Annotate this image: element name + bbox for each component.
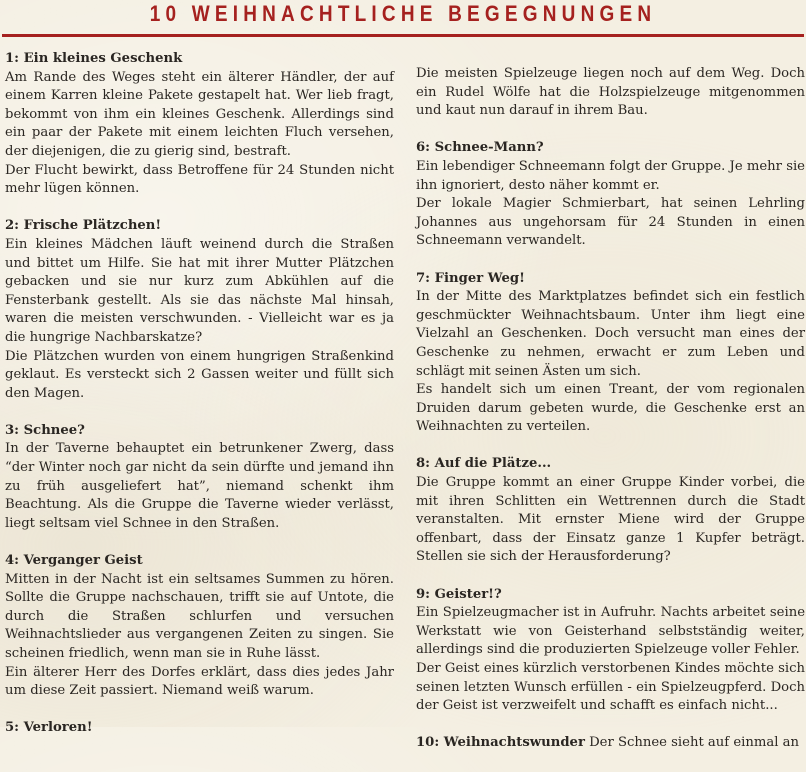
page-title: 10 WEIHNACHTLICHE BEGEGNUNGEN [149,2,657,28]
left-column [5,50,394,757]
encounter-9 [416,586,805,716]
page-header [0,0,806,36]
encounter-heading: 6: Schnee-Mann? [416,140,544,156]
encounter-heading: 4: Verganger Geist [5,553,143,569]
encounter-1 [5,50,394,199]
encounter-text [416,734,805,753]
encounter-solution: Es handelt sich um einen Treant, der vom regionalen Druiden darum gebeten wurde, die Geschenke erst an Weihnachten zu verteilen. [416,382,805,435]
encounter-5-continued [416,65,805,121]
encounter-heading: 7: Finger Weg! [416,270,525,286]
encounter-solution: Der lokale Magier Schmierbart, hat seinen Lehrling Johannes aus ungehorsam für 24 Stunden in einen Schneemann verwandelt. [416,196,805,249]
encounter-heading: 9: Geister!? [416,586,502,602]
encounter-heading: 1: Ein kleines Geschenk [5,51,183,66]
encounter-heading: 5: Verloren! [5,720,93,736]
encounter-solution: Die Plätzchen wurden von einem hungrigen Straßenkind geklaut. Es versteckt sich 2 Gassen weiter und füllt sich den Magen. [5,348,394,401]
title-divider [2,34,804,37]
encounter-heading: 8: Auf die Plätze... [416,456,552,472]
encounter-solution: Der Geist eines kürzlich verstorbenen Kindes möchte sich seinen letzten Wunsch erfüllen - ein Spielzeugpferd. Doch der Geist ist verzweifelt und schafft es einfach nicht... [416,661,805,714]
encounter-text: In der Mitte des Marktplatzes befindet sich ein festlich geschmückter Weihnachtsbaum. Unter ihm liegt eine Vielzahl an Geschenken. Doch versucht man eines der Geschenke zu nehmen, erwacht er zum Leben und schlägt mit seinen Ästen um sich. [416,289,805,379]
right-column [416,65,805,772]
encounter-solution: Die meisten Spielzeuge liegen noch auf dem Weg. Doch ein Rudel Wölfe hat die Holzspielzeuge mitgenommen und kaut nun darauf in ihrem Bau. [416,66,805,119]
encounter-text: Ein kleines Mädchen läuft weinend durch die Straßen und bittet um Hilfe. Sie hat mit ihrer Mutter Plätzchen gebacken und sie nur kurz zum Abkühlen auf die Fensterbank gestellt. Als sie das nächste Mal hinsah, waren die meisten verschwunden. - Vielleicht war es ja die hungrige Nachbarskatze? [5,236,394,345]
encounter-inline-text: Der Schnee sieht auf einmal an [584,735,800,751]
encounter-text: Mitten in der Nacht ist ein seltsames Summen zu hören. Sollte die Gruppe nachschauen, trifft sie auf Untote, die durch die Straßen schlurfen und versuchen Weihnachtslieder aus vergangenen Zeiten zu singen. Sie scheinen friedlich, wenn man sie in Ruhe lässt. [5,571,394,661]
encounter-text: Ein Spielzeugmacher ist in Aufruhr. Nachts arbeitet seine Werkstatt wie von Geisterhand selbstständig weiter, allerdings sind die produzierten Spielzeuge voller Fehler. [416,605,805,658]
encounter-text: Die Gruppe kommt an einer Gruppe Kinder vorbei, die mit ihren Schlitten ein Wettrennen durch die Stadt veranstalten. Mit ernster Miene wird der Gruppe offenbart, dass der Einsatz ganze 1 Kupfer beträgt. Stellen sie sich der Herausforderung? [416,475,805,565]
encounter-2 [5,217,394,403]
encounter-heading: 10: Weihnachtswunder [416,735,585,751]
encounter-3 [5,422,394,534]
encounter-heading: 3: Schnee? [5,422,85,438]
encounter-5 [5,719,394,738]
encounter-10 [416,734,805,753]
encounter-text: Ein lebendiger Schneemann folgt der Gruppe. Je mehr sie ihn ignoriert, desto näher kommt er. [416,158,805,193]
encounter-solution: Der Flucht bewirkt, dass Betroffene für 24 Stunden nicht mehr lügen können. [5,162,394,197]
encounter-4 [5,552,394,701]
encounter-heading: 2: Frische Plätzchen! [5,218,162,234]
encounter-solution: Ein älterer Herr des Dorfes erklärt, dass dies jedes Jahr um diese Zeit passiert. Niemand weiß warum. [5,664,394,699]
encounter-8 [416,455,805,567]
encounter-text: In der Taverne behauptet ein betrunkener Zwerg, dass “der Winter noch gar nicht da sein dürfte und jemand ihn zu früh ausgeliefert hat”, niemand schenkt ihm Beachtung. Als die Gruppe die Taverne wieder verlässt, liegt seltsam viel Schnee in den Straßen. [5,441,394,531]
encounter-6 [416,139,805,251]
encounter-text: Am Rande des Weges steht ein älterer Händler, der auf einem Karren kleine Pakete gestapelt hat. Wer lieb fragt, bekommt von ihm ein kleines Geschenk. Allerdings sind ein paar der Pakete mit einem leichten Fluch versehen, der diejenigen, die zu gierig sind, bestraft. [5,69,394,159]
encounter-7 [416,270,805,437]
